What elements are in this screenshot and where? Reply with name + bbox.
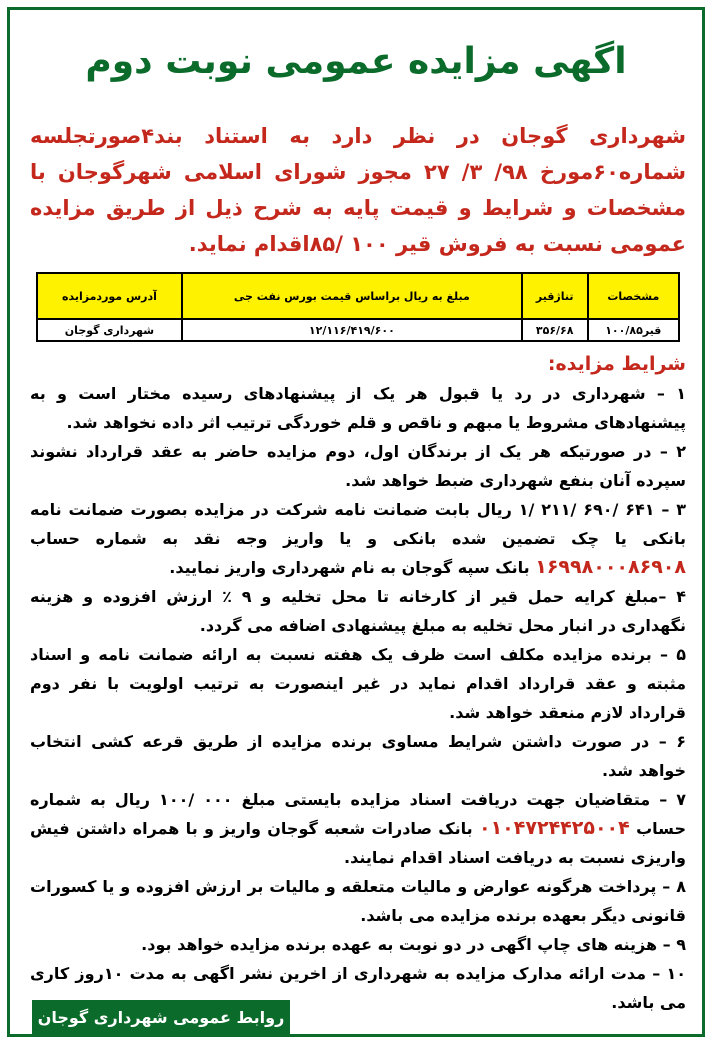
- bank-account-number: ۰۱۰۴۷۲۴۴۲۵۰۰۴: [478, 817, 630, 839]
- auction-items-table: [36, 272, 680, 342]
- cell-specifications: قیر۱۰۰/۸۵: [588, 319, 679, 341]
- cell-amount: ۱۲/۱۱۶/۴۱۹/۶۰۰: [182, 319, 522, 341]
- condition-item-6: ۶ – در صورت داشتن شرایط مساوی برنده مزایده از طریق قرعه کشی انتخاب خواهد شد.: [30, 732, 686, 780]
- condition-item-4: ۴ –مبلغ کرایه حمل قیر از کارخانه تا محل تخلیه و ۹ ٪ ارزش افزوده و هزینه نگهداری در انبار محل تخلیه به مبلغ پیشنهادی اضافه می گردد.: [30, 587, 687, 635]
- condition-7-text-end: بانک صادرات شعبه گوجان واریز و با همراه داشتن فیش واریزی نسبت به دریافت اسناد اقدام نمایند.: [30, 819, 686, 867]
- condition-item-5: ۵ – برنده مزایده مکلف است ظرف یک هفته نسبت به ارائه ضمانت نامه و اسناد مثبته و عقد قرارداد اقدام نماید در غیر اینصورت به ترتیب اولویت با نفر دوم قرارداد لازم منعقد خواهد شد.: [30, 645, 686, 722]
- condition-item-2: ۲ – در صورتیکه هر یک از برندگان اول، دوم مزایده حاضر به عقد قرارداد نشوند سپرده آنان بنفع شهرداری ضبط خواهد شد.: [30, 442, 686, 490]
- condition-item-1: ۱ – شهرداری در رد یا قبول هر یک از پیشنهادهای رسیده مختار است و به پیشنهادهای مشروط یا مبهم و ناقص و قلم خوردگی ترتیب اثر داده نخواهد شد.: [30, 384, 686, 432]
- condition-item-7: [30, 785, 686, 872]
- announcement-title: اگهی مزایده عمومی نوبت دوم: [85, 41, 627, 82]
- condition-7-text: ۷ – متقاضیان جهت دریافت اسناد مزایده بایستی مبلغ ۰۰۰ /۱۰۰ ریال به شماره حساب: [30, 790, 687, 838]
- header-amount: مبلغ به ریال براساس قیمت بورس نفت جی: [182, 273, 522, 319]
- announcement-page: [7, 7, 705, 1037]
- condition-item-10: ۱۰ – مدت ارائه مدارک مزایده به شهرداری از اخرین نشر اگهی به مدت ۱۰روز کاری می باشد.: [30, 964, 687, 1012]
- auction-conditions: [30, 350, 686, 1017]
- header-specifications: مشخصات: [588, 273, 679, 319]
- table-header-row: [37, 273, 679, 319]
- intro-paragraph: شهرداری گوجان در نظر دارد به استناد بند۴صورتجلسه شماره۶۰مورخ ۹۸/ ۳/ ۲۷ مجوز شورای اسلامی شهرگوجان با مشخصات و شرایط و قیمت پایه به شرح ذیل از طریق مزایده عمومی نسبت به فروش قیر ۱۰۰ /۸۵اقدام نماید.: [30, 124, 687, 256]
- bank-account-number: ۱۶۹۹۸۰۰۰۸۶۹۰۸: [535, 556, 686, 578]
- public-relations-footer: روابط عمومی شهرداری گوجان: [32, 1000, 290, 1036]
- cell-address: شهرداری گوجان: [37, 319, 182, 341]
- cell-tonnage: ۳۵۶/۶۸: [522, 319, 588, 341]
- condition-3-text: ۳ – ۶۴۱ /۶۹۰ /۲۱۱ /۱ ریال بابت ضمانت نامه شرکت در مزایده بصورت ضمانت نامه بانکی یا چک تضمین شده بانکی و یا واریز وجه نقد به شماره حساب: [30, 500, 687, 548]
- condition-item-3: [30, 495, 686, 582]
- header-address: آدرس موردمزایده: [37, 273, 182, 319]
- conditions-heading: شرایط مزایده:: [547, 353, 686, 375]
- header-tonnage: تناژقیر: [522, 273, 588, 319]
- condition-item-9: ۹ – هزینه های چاپ اگهی در دو نوبت به عهده برنده مزایده خواهد بود.: [141, 935, 686, 954]
- condition-3-text-end: بانک سپه گوجان به نام شهرداری واریز نمایید.: [169, 558, 530, 577]
- table-row: [37, 319, 679, 341]
- condition-item-8: ۸ – پرداخت هرگونه عوارض و مالیات متعلقه و مالیات بر ارزش افزوده و یا کسورات قانونی دیگر بعهده برنده مزایده می باشد.: [30, 877, 686, 925]
